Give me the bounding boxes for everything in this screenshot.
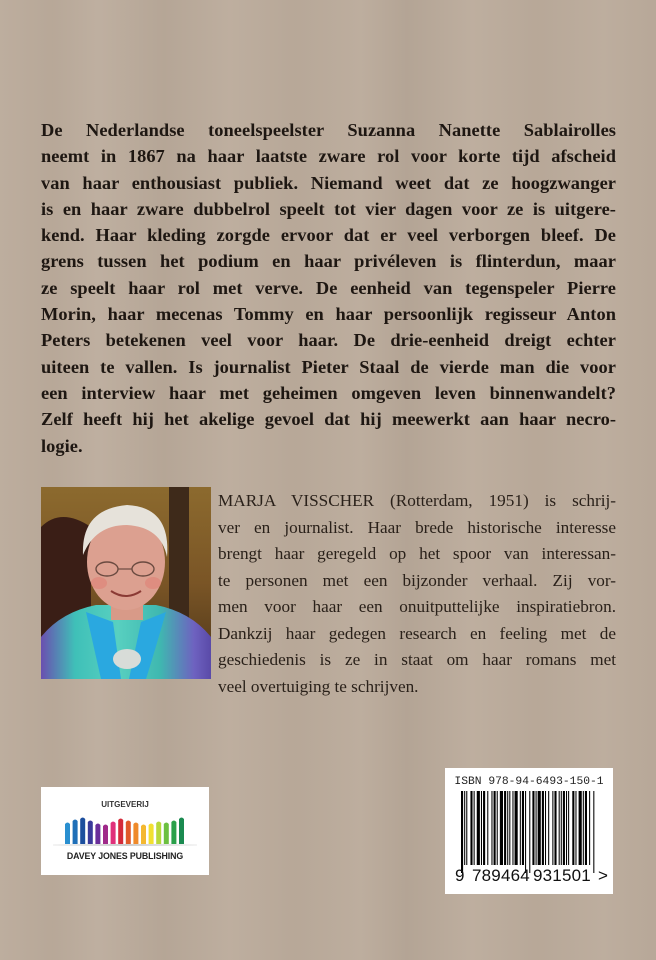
blurb-line: Peters betekenen veel voor haar. De drie-eenheid dreigt echter bbox=[41, 330, 616, 351]
publisher-logo bbox=[41, 787, 209, 875]
bio-line: te personen met een bijzonder verhaal. Zij vor- bbox=[218, 570, 616, 590]
blurb-line: uiteen te vallen. Is journalist Pieter Staal de vierde man die voor bbox=[41, 356, 616, 377]
barcode-digit-group-2: 931501 bbox=[533, 866, 591, 885]
logo-baseline bbox=[53, 844, 197, 846]
bio-line: Dankzij haar gedegen research en feeling met de bbox=[218, 623, 616, 643]
blurb-line: grens tussen het podium en haar privéleven is flinterdun, maar bbox=[41, 251, 616, 272]
bio-line: MARJA VISSCHER (Rotterdam, 1951) is schrij- bbox=[218, 491, 616, 510]
barcode-digit-group-1: 789464 bbox=[472, 866, 530, 885]
blurb-line: logie. bbox=[41, 435, 83, 456]
publisher-top-label: UITGEVERIJ bbox=[101, 800, 149, 809]
author-portrait-illustration bbox=[41, 487, 211, 679]
blurb-line: een interview haar met geheimen omgeven leven binnenwandelt? bbox=[41, 382, 616, 403]
blurb-line: Zelf heeft hij het akelige gevoel dat hij meewerkt aan haar necro- bbox=[41, 409, 616, 430]
bio-line: ver en journalist. Haar brede historische interesse bbox=[218, 517, 616, 537]
barcode-digit-first: 9 bbox=[455, 866, 465, 885]
bio-line: brengt haar geregeld op het spoor van interessan- bbox=[218, 544, 616, 563]
isbn-label: ISBN 978-94-6493-150-1 bbox=[454, 776, 604, 788]
isbn-barcode bbox=[445, 768, 613, 894]
bio-line: men voor haar een onuitputtelijke inspiratiebron. bbox=[218, 597, 616, 616]
bio-line: veel overtuiging te schrijven. bbox=[218, 676, 419, 696]
barcode-bars-icon bbox=[461, 791, 597, 873]
publisher-name: DAVEY JONES PUBLISHING bbox=[66, 851, 184, 861]
blurb-line: van haar enthousiast publiek. Niemand weet dat ze hoogzwanger bbox=[41, 172, 616, 193]
blurb-line: neemt in 1867 na haar laatste zware rol voor korte tijd afscheid bbox=[41, 146, 616, 167]
blurb-line: is en haar zware dubbelrol speelt tot vier dagen voor ze is uitgere- bbox=[41, 198, 616, 219]
back-cover-blurb bbox=[41, 117, 616, 459]
blurb-line: kend. Haar kleding zorgde ervoor dat er veel verborgen bleef. De bbox=[41, 225, 616, 246]
barcode-quiet-marker: > bbox=[598, 866, 609, 885]
blurb-line: ze speelt haar rol met verve. De eenheid van tegenspeler Pierre bbox=[41, 277, 616, 298]
author-photo bbox=[41, 487, 211, 679]
blurb-line: De Nederlandse toneelspeelster Suzanna Nanette Sablairolles bbox=[41, 120, 616, 140]
book-spines-icon bbox=[65, 814, 187, 844]
author-bio bbox=[218, 488, 616, 700]
blurb-line: Morin, haar mecenas Tommy en haar persoonlijk regisseur Anton bbox=[41, 304, 616, 325]
bio-line: geschiedenis is ze in staat om haar romans met bbox=[218, 650, 616, 669]
